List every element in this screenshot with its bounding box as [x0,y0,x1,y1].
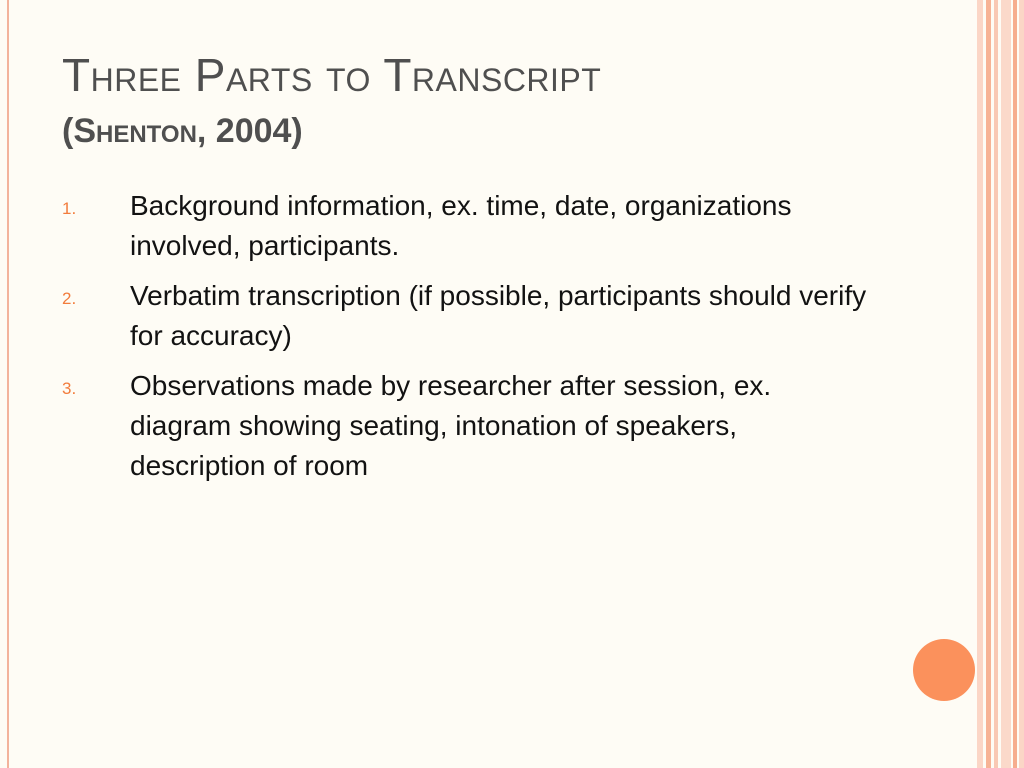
list-item [62,276,882,356]
right-stripe-6 [1019,0,1024,768]
right-stripe-2 [986,0,991,768]
decorative-orange-circle [913,639,975,701]
list-item-text: Observations made by researcher after session, ex. diagram showing seating, intonation of speakers, description of room [130,370,772,481]
left-border-rule [7,0,9,768]
list-number: 1. [62,199,77,218]
slide-subtitle: (Shenton, 2004) [62,112,303,150]
slide-title: Three Parts to Transcript [62,49,602,101]
right-stripe-3 [994,0,998,768]
right-stripe-1 [977,0,983,768]
list-number: 3. [62,379,77,398]
list-number: 2. [62,289,77,308]
list-item-text: Verbatim transcription (if possible, participants should verify for accuracy) [130,280,867,351]
right-stripe-4 [1001,0,1011,768]
right-stripe-5 [1013,0,1017,768]
list-item [62,366,882,486]
list-item-text: Background information, ex. time, date, organizations involved, participants. [130,190,792,261]
list-item [62,186,882,266]
numbered-list [62,186,882,496]
